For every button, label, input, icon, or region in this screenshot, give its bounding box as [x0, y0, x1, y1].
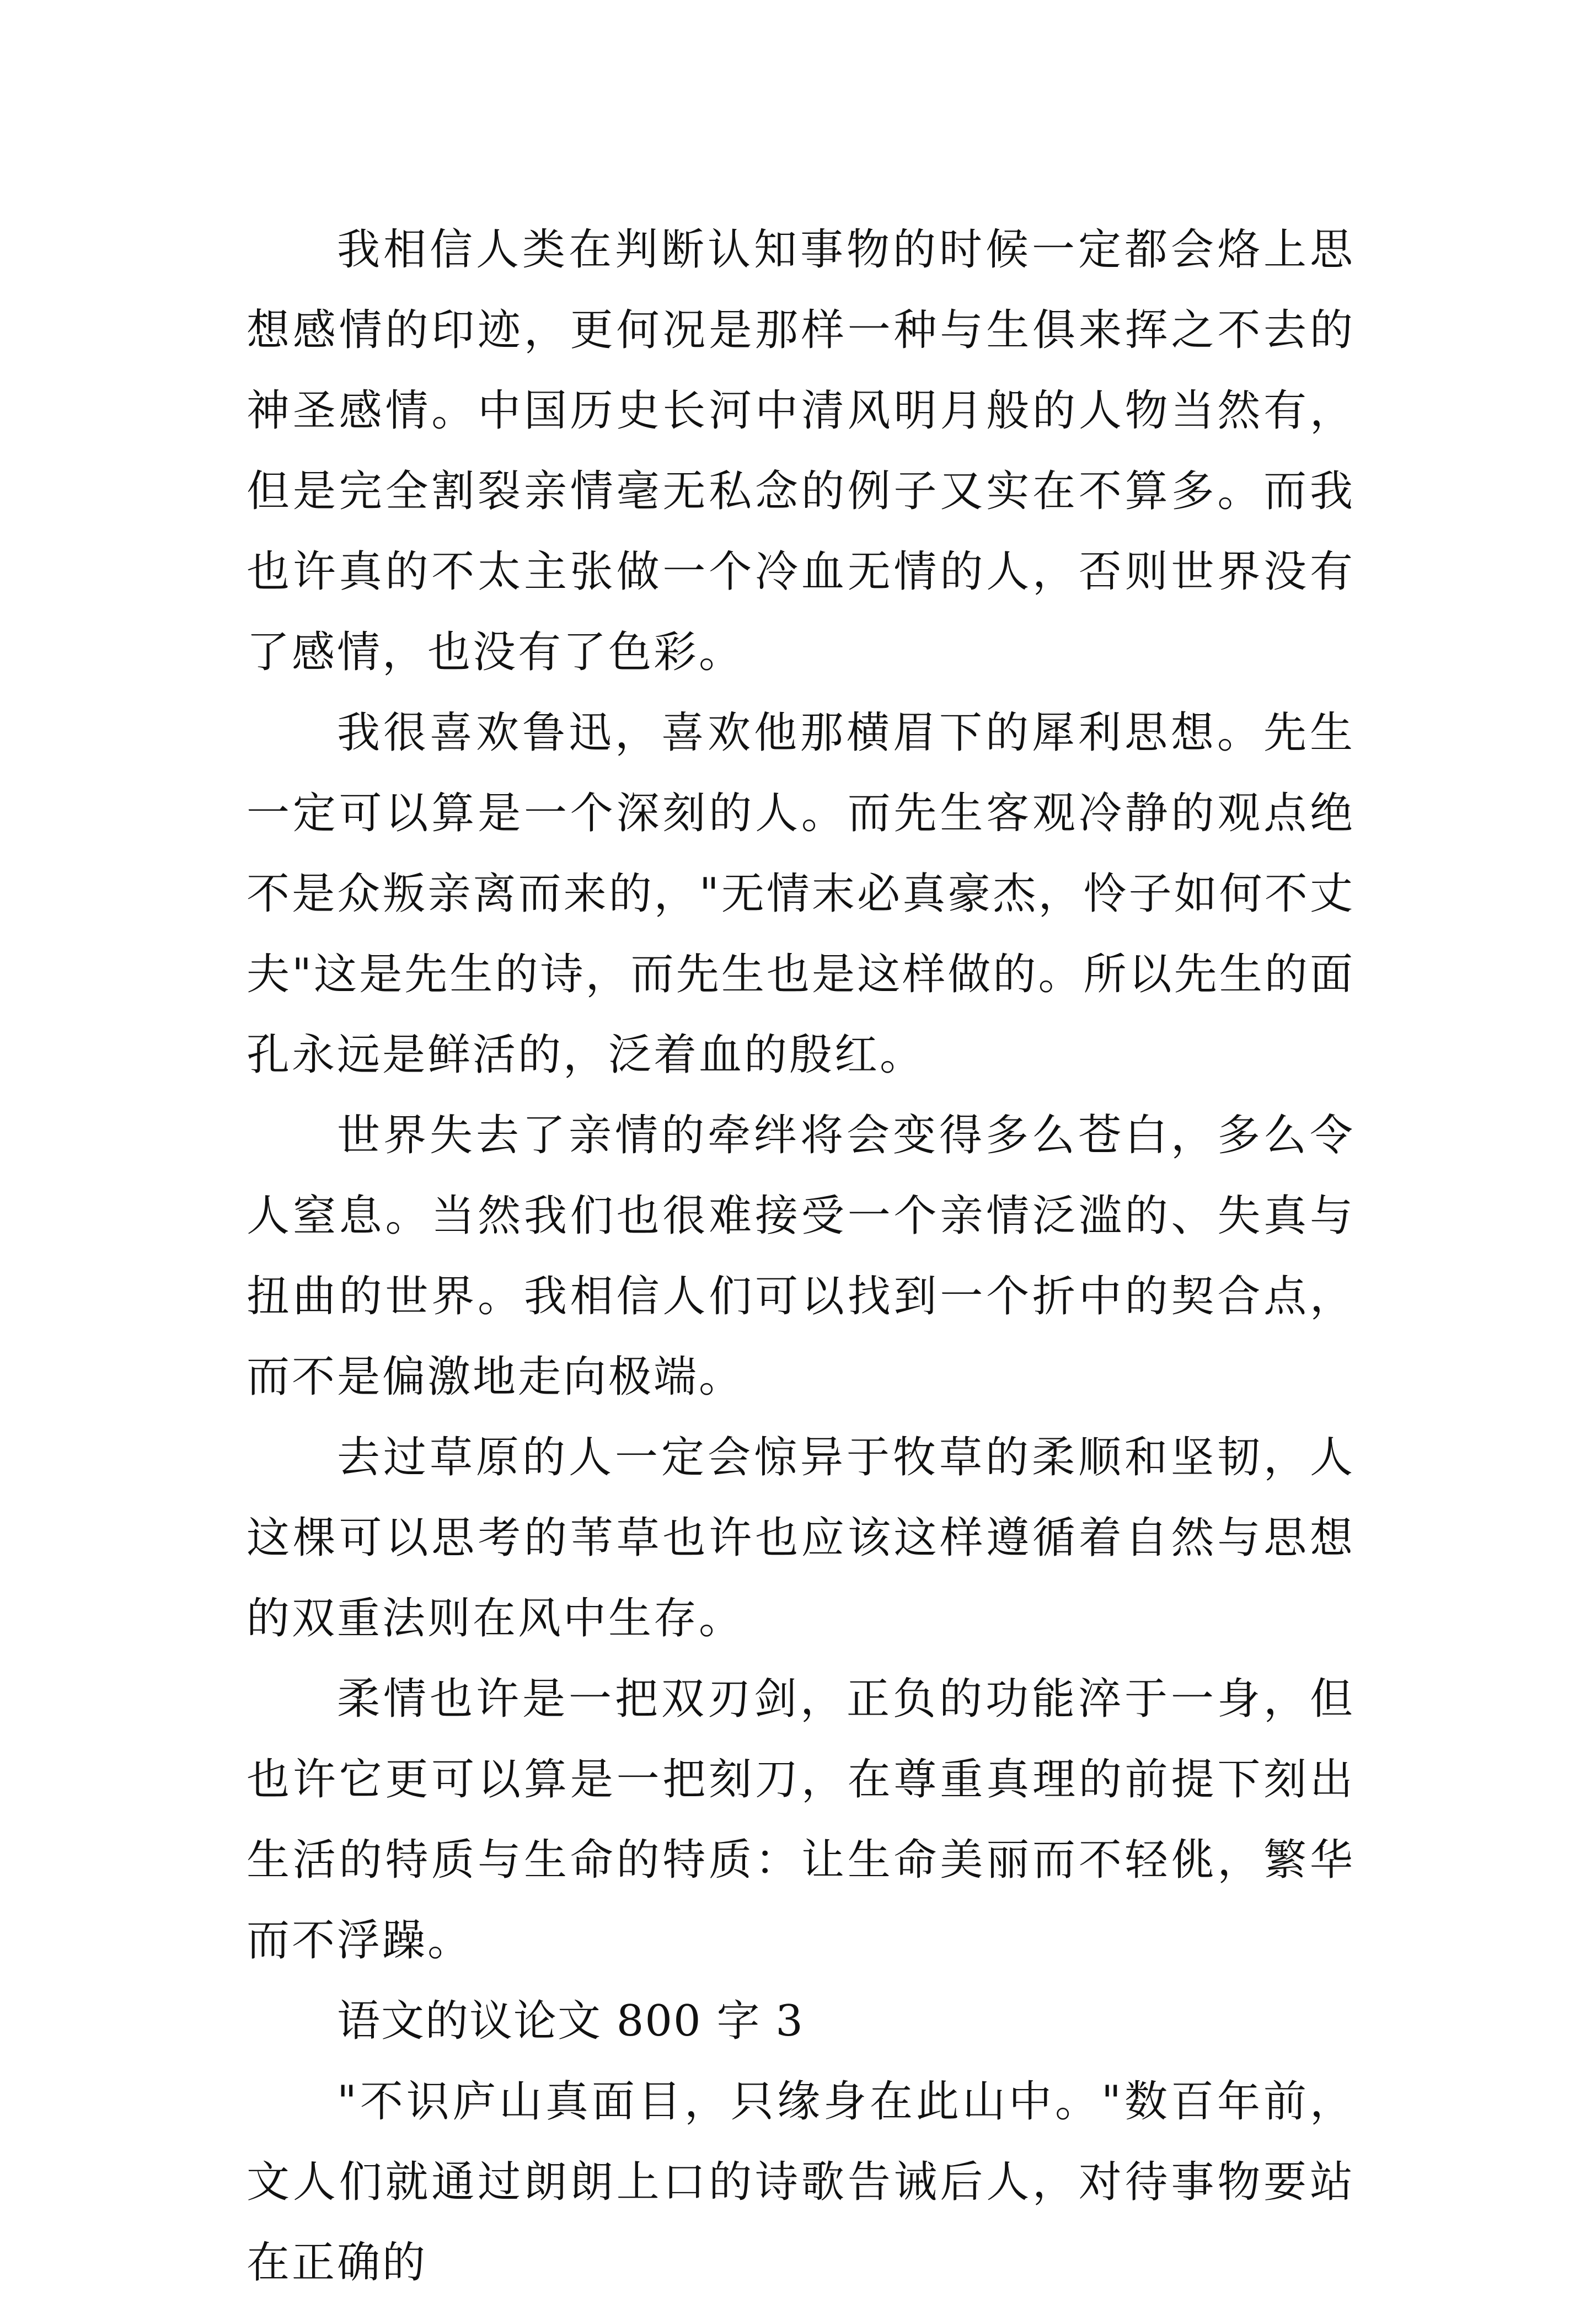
section-heading: 语文的议论文 800 字 3	[337, 1996, 804, 2046]
paragraph-6: "不识庐山真面目，只缘身在此山中。"数百年前，文人们就通过朗朗上口的诗歌告诫后人，对待事物要站在正确的	[247, 2077, 1355, 2288]
paragraph-2: 我很喜欢鲁迅，喜欢他那横眉下的犀利思想。先生一定可以算是一个深刻的人。而先生客观冷静的观点绝不是众叛亲离而来的，"无情末必真豪杰，怜子如何不丈夫"这是先生的诗，而先生也是这样做的。所以先生的面孔永远是鲜活的，泛着血的殷红。	[247, 708, 1355, 1080]
document-body	[247, 210, 1355, 2303]
paragraph-3: 世界失去了亲情的牵绊将会变得多么苍白，多么令人窒息。当然我们也很难接受一个亲情泛滥的、失真与扭曲的世界。我相信人们可以找到一个折中的契合点，而不是偏激地走向极端。	[247, 1111, 1355, 1402]
paragraph-5: 柔情也许是一把双刃剑，正负的功能淬于一身，但也许它更可以算是一把刻刀，在尊重真理的前提下刻出生活的特质与生命的特质：让生命美丽而不轻佻，繁华而不浮躁。	[247, 1674, 1355, 1965]
paragraph-4: 去过草原的人一定会惊异于牧草的柔顺和坚韧，人这棵可以思考的苇草也许也应该这样遵循着自然与思想的双重法则在风中生存。	[247, 1433, 1355, 1643]
paragraph-1: 我相信人类在判断认知事物的时候一定都会烙上思想感情的印迹，更何况是那样一种与生俱来挥之不去的神圣感情。中国历史长河中清风明月般的人物当然有，但是完全割裂亲情毫无私念的例子又实在不算多。而我也许真的不太主张做一个冷血无情的人，否则世界没有了感情，也没有了色彩。	[247, 225, 1355, 677]
